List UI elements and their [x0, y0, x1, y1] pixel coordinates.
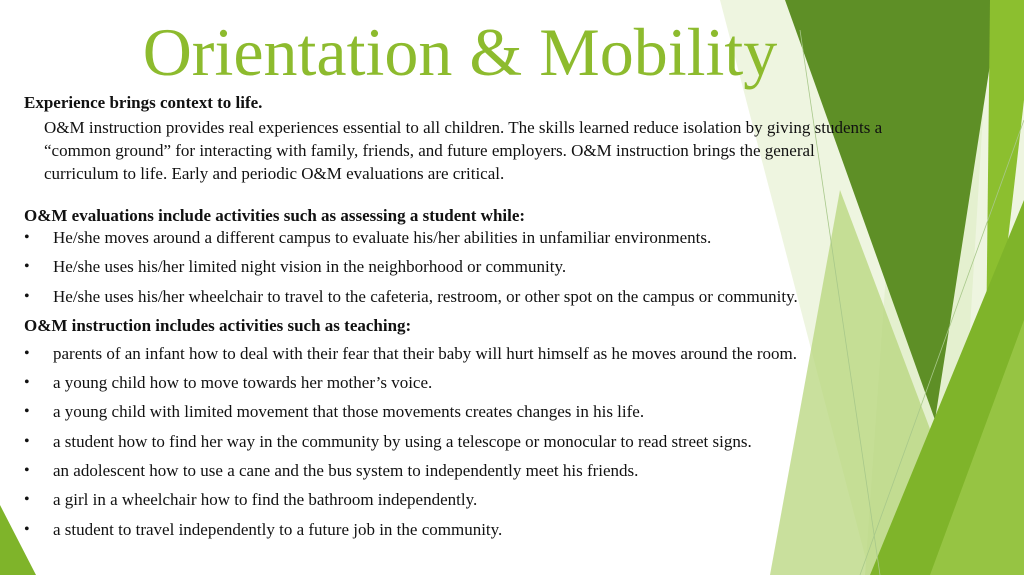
list-item: • a young child with limited movement that those movements creates changes in his life. — [24, 402, 645, 422]
evaluations-list — [24, 227, 1004, 308]
list-item: • a young child how to move towards her mother’s voice. — [24, 373, 433, 393]
list-item: • a girl in a wheelchair how to find the bathroom independently. — [24, 490, 478, 510]
bullet-icon: • — [24, 491, 30, 509]
slide-title: Orientation & Mobility — [142, 14, 778, 90]
bullet-icon: • — [24, 258, 30, 276]
intro-paragraph-line-2: “common ground” for interacting with family, friends, and future employers. O&M instruction brings the general — [44, 141, 815, 160]
list-item: • He/she uses his/her wheelchair to travel to the cafeteria, restroom, or other spot on the campus or community. — [24, 286, 798, 306]
section-heading-evaluations: O&M evaluations include activities such as assessing a student while: — [24, 206, 526, 225]
bullet-icon: • — [24, 374, 30, 392]
list-item: • He/she moves around a different campus to evaluate his/her abilities in unfamiliar environments. — [24, 228, 712, 247]
list-item: • a student how to find her way in the community by using a telescope or monocular to read street signs. — [24, 431, 752, 451]
list-item: • a student to travel independently to a future job in the community. — [24, 519, 503, 539]
bullet-icon: • — [24, 432, 30, 450]
bullet-icon: • — [24, 520, 30, 538]
bullet-icon: • — [24, 229, 30, 246]
list-item: • parents of an infant how to deal with their fear that their baby will hurt himself as he moves around the room. — [24, 343, 798, 363]
list-item: • an adolescent how to use a cane and the bus system to independently meet his friends. — [24, 461, 639, 481]
instruction-list — [24, 343, 1004, 541]
bullet-icon: • — [24, 344, 30, 362]
intro-paragraph-line-3: curriculum to life. Early and periodic O&M evaluations are critical. — [44, 164, 505, 183]
bullet-icon: • — [24, 403, 30, 421]
bullet-icon: • — [24, 462, 30, 480]
intro-paragraph-line-1: O&M instruction provides real experiences essential to all children. The skills learned reduce isolation by giving students a — [44, 118, 883, 137]
list-item: • He/she uses his/her limited night vision in the neighborhood or community. — [24, 257, 567, 277]
bullet-icon: • — [24, 287, 30, 305]
section-heading-context: Experience brings context to life. — [24, 93, 263, 112]
slide-content — [24, 92, 1004, 548]
section-heading-instruction: O&M instruction includes activities such as teaching: — [24, 315, 412, 335]
